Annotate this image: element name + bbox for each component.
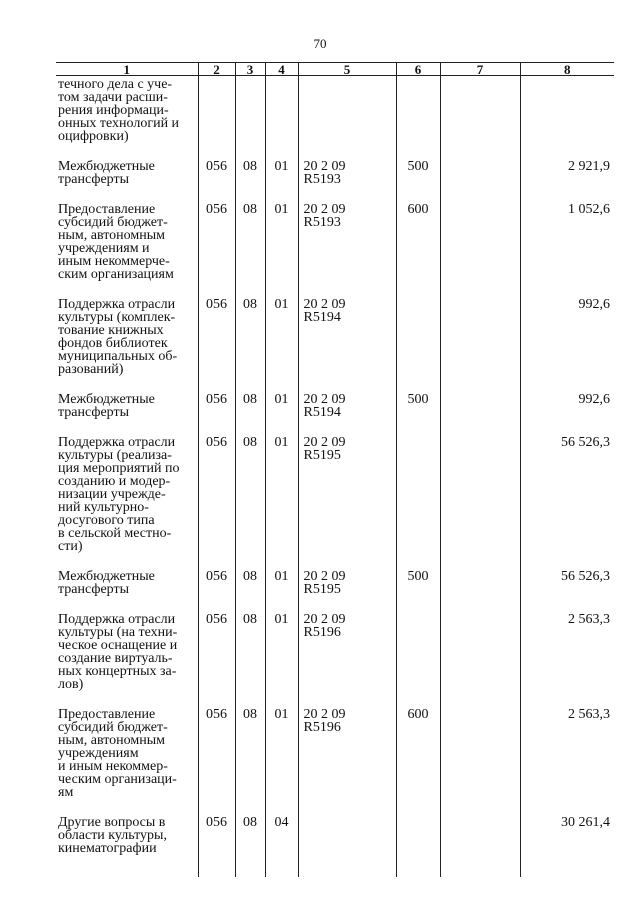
row-name-line: досугового типа [58, 513, 155, 528]
row-amount-cell: 56 526,3 [520, 568, 614, 611]
row-expense-type-cell: 500 [396, 391, 440, 434]
row-target-code-line: R5196 [303, 720, 341, 735]
row-amount-cell [520, 76, 614, 159]
table-row [56, 434, 614, 568]
header-col-7: 7 [440, 63, 520, 76]
row-name-line: ям [58, 785, 74, 800]
row-expense-type-cell: 500 [396, 568, 440, 611]
row-expense-type-cell [396, 434, 440, 568]
row-target-code-cell [298, 201, 396, 296]
row-col7-cell [440, 611, 520, 706]
row-c3-cell: 08 [235, 296, 265, 391]
table-row [56, 158, 614, 201]
row-name-line: культуры (на техни- [58, 625, 178, 640]
row-col7-cell [440, 201, 520, 296]
row-name-cell [56, 391, 198, 434]
row-c4-cell: 01 [265, 611, 298, 706]
table-row [56, 814, 614, 877]
row-name-cell [56, 76, 198, 159]
row-target-code-cell [298, 611, 396, 706]
row-col7-cell [440, 391, 520, 434]
row-name-line: культуры (комплек- [58, 310, 176, 325]
row-c2-cell: 056 [198, 391, 235, 434]
row-amount-cell: 992,6 [520, 296, 614, 391]
row-target-code-cell [298, 568, 396, 611]
row-target-code-cell [298, 706, 396, 814]
row-name-line: создание виртуаль- [58, 651, 173, 666]
row-c4-cell: 04 [265, 814, 298, 877]
row-name-line: созданию и модер- [58, 474, 171, 489]
row-name-line: рения информаци- [58, 103, 169, 118]
row-target-code-cell [298, 296, 396, 391]
row-name-line: течного дела с уче- [58, 77, 173, 92]
row-target-code-line: 20 2 09 [303, 707, 346, 722]
row-name-cell [56, 814, 198, 877]
row-name-line: ний культурно- [58, 500, 149, 515]
row-name-line: том задачи расши- [58, 90, 168, 105]
header-row [56, 63, 614, 76]
row-target-code-line: 20 2 09 [303, 612, 346, 627]
row-c2-cell: 056 [198, 158, 235, 201]
row-name-line: ческим организаци- [58, 772, 177, 787]
row-name-line: иным некоммерче- [58, 254, 170, 269]
row-target-code-line: 20 2 09 [303, 392, 346, 407]
table-row [56, 568, 614, 611]
row-c3-cell: 08 [235, 706, 265, 814]
row-target-code-line: 20 2 09 [303, 159, 346, 174]
table-row [56, 391, 614, 434]
row-name-line: низации учрежде- [58, 487, 166, 502]
row-expense-type-cell: 500 [396, 158, 440, 201]
row-c3-cell: 08 [235, 611, 265, 706]
header-col-4: 4 [265, 63, 298, 76]
row-name-line: оцифровки) [58, 129, 129, 144]
row-col7-cell [440, 76, 520, 159]
row-c3-cell: 08 [235, 391, 265, 434]
row-target-code-line: R5194 [303, 310, 341, 325]
row-name-line: Предоставление [58, 707, 156, 722]
row-c3-cell: 08 [235, 158, 265, 201]
row-c3-cell: 08 [235, 201, 265, 296]
table-body [56, 76, 614, 878]
row-c4-cell: 01 [265, 158, 298, 201]
row-target-code-line: 20 2 09 [303, 569, 346, 584]
page-number: 70 [313, 36, 327, 51]
row-c4-cell: 01 [265, 434, 298, 568]
row-col7-cell [440, 434, 520, 568]
row-name-line: в сельской местно- [58, 526, 172, 541]
row-target-code-line: R5194 [303, 405, 341, 420]
row-name-cell [56, 568, 198, 611]
row-expense-type-cell: 600 [396, 201, 440, 296]
row-c4-cell: 01 [265, 568, 298, 611]
row-name-line: муниципальных об- [58, 349, 178, 364]
row-name-line: Поддержка отрасли [58, 612, 176, 627]
row-name-line: тование книжных [58, 323, 164, 338]
row-name-line: учреждениям и [58, 241, 150, 256]
row-c3-cell: 08 [235, 814, 265, 877]
row-name-cell [56, 434, 198, 568]
row-name-cell [56, 158, 198, 201]
row-name-line: ция мероприятий по [58, 461, 180, 476]
row-name-line: трансферты [58, 172, 130, 187]
row-name-line: субсидий бюджет- [58, 720, 168, 735]
row-c2-cell [198, 76, 235, 159]
row-amount-cell: 2 921,9 [520, 158, 614, 201]
row-target-code-line: R5195 [303, 582, 341, 597]
row-name-cell [56, 201, 198, 296]
row-expense-type-cell: 600 [396, 706, 440, 814]
row-target-code-line: 20 2 09 [303, 435, 346, 450]
row-c2-cell: 056 [198, 814, 235, 877]
row-c4-cell [265, 76, 298, 159]
row-name-line: Межбюджетные [58, 569, 155, 584]
row-name-line: субсидий бюджет- [58, 215, 168, 230]
row-name-line: ским организациям [58, 267, 174, 282]
row-target-code-line: R5195 [303, 448, 341, 463]
row-expense-type-cell [396, 611, 440, 706]
row-c4-cell: 01 [265, 296, 298, 391]
row-target-code-line: R5193 [303, 172, 341, 187]
table-row [56, 706, 614, 814]
row-amount-cell: 2 563,3 [520, 706, 614, 814]
row-target-code-line: 20 2 09 [303, 297, 346, 312]
table-header [56, 63, 614, 76]
row-name-line: культуры (реализа- [58, 448, 172, 463]
row-col7-cell [440, 296, 520, 391]
row-name-line: трансферты [58, 405, 130, 420]
row-name-line: ным, автономным [58, 228, 166, 243]
row-col7-cell [440, 568, 520, 611]
row-name-line: Поддержка отрасли [58, 297, 176, 312]
row-name-line: учреждениям [58, 746, 139, 761]
row-name-line: Межбюджетные [58, 159, 155, 174]
row-name-line: трансферты [58, 582, 130, 597]
row-amount-cell: 56 526,3 [520, 434, 614, 568]
row-target-code-line: 20 2 09 [303, 202, 346, 217]
row-col7-cell [440, 706, 520, 814]
row-target-code-cell [298, 391, 396, 434]
row-amount-cell: 2 563,3 [520, 611, 614, 706]
row-target-code-cell [298, 158, 396, 201]
table-row [56, 76, 614, 159]
row-expense-type-cell [396, 76, 440, 159]
row-name-line: сти) [58, 539, 83, 554]
row-name-line: ным, автономным [58, 733, 166, 748]
row-c2-cell: 056 [198, 706, 235, 814]
row-name-line: Другие вопросы в [58, 815, 166, 830]
row-col7-cell [440, 814, 520, 877]
header-col-6: 6 [396, 63, 440, 76]
row-c2-cell: 056 [198, 296, 235, 391]
budget-table [56, 62, 614, 877]
header-col-1: 1 [56, 63, 198, 76]
row-name-cell [56, 611, 198, 706]
row-col7-cell [440, 158, 520, 201]
row-name-line: Межбюджетные [58, 392, 155, 407]
row-target-code-cell [298, 814, 396, 877]
row-c2-cell: 056 [198, 611, 235, 706]
row-c4-cell: 01 [265, 201, 298, 296]
row-amount-cell: 992,6 [520, 391, 614, 434]
row-amount-cell: 30 261,4 [520, 814, 614, 877]
row-amount-cell: 1 052,6 [520, 201, 614, 296]
row-name-line: ных концертных за- [58, 664, 177, 679]
table-row [56, 201, 614, 296]
row-name-cell [56, 296, 198, 391]
row-c2-cell: 056 [198, 201, 235, 296]
row-expense-type-cell [396, 296, 440, 391]
table-row [56, 296, 614, 391]
header-col-8: 8 [520, 63, 614, 76]
row-expense-type-cell [396, 814, 440, 877]
row-name-line: Поддержка отрасли [58, 435, 176, 450]
row-name-line: Предоставление [58, 202, 156, 217]
row-name-line: разований) [58, 362, 124, 377]
row-c2-cell: 056 [198, 568, 235, 611]
header-col-2: 2 [198, 63, 235, 76]
row-name-cell [56, 706, 198, 814]
row-c2-cell: 056 [198, 434, 235, 568]
row-c3-cell [235, 76, 265, 159]
row-name-line: лов) [58, 677, 84, 692]
table-row [56, 611, 614, 706]
row-target-code-line: R5196 [303, 625, 341, 640]
header-col-3: 3 [235, 63, 265, 76]
row-target-code-line: R5193 [303, 215, 341, 230]
row-name-line: кинематографии [58, 841, 157, 856]
row-c4-cell: 01 [265, 391, 298, 434]
row-name-line: ческое оснащение и [58, 638, 178, 653]
row-name-line: онных технологий и [58, 116, 180, 131]
row-name-line: фондов библиотек [58, 336, 168, 351]
header-col-5: 5 [298, 63, 396, 76]
row-c4-cell: 01 [265, 706, 298, 814]
row-target-code-cell [298, 434, 396, 568]
row-target-code-cell [298, 76, 396, 159]
row-c3-cell: 08 [235, 434, 265, 568]
row-c3-cell: 08 [235, 568, 265, 611]
row-name-line: и иным некоммер- [58, 759, 168, 774]
row-name-line: области культуры, [58, 828, 167, 843]
